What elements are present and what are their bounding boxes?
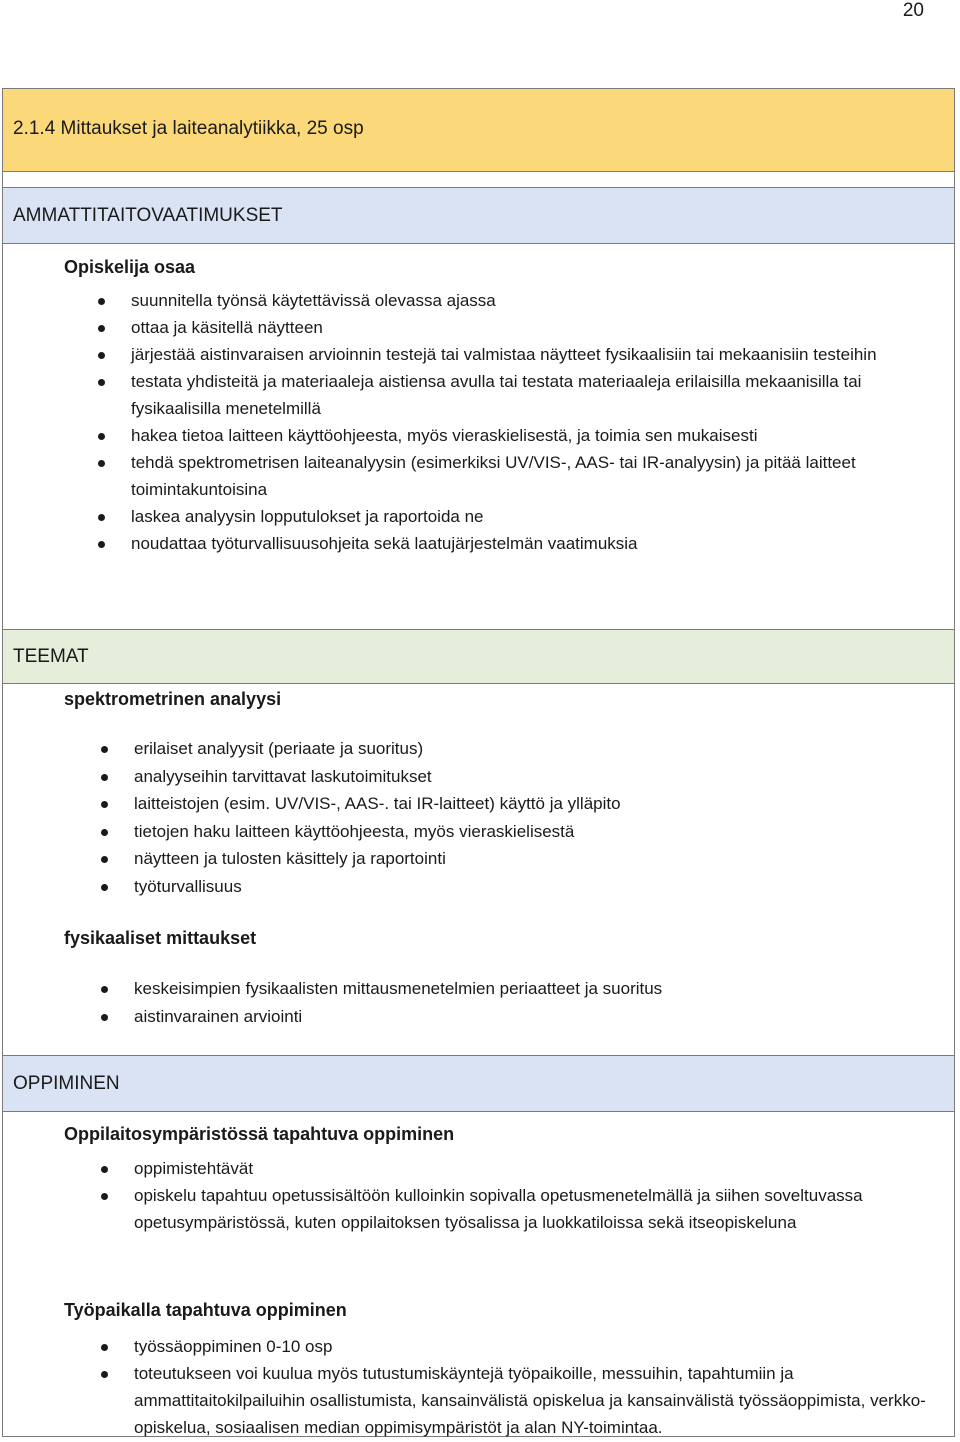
list-item: tietojen haku laitteen käyttöohjeesta, myös vieraskielisestä bbox=[134, 818, 934, 846]
teemat-header bbox=[2, 629, 955, 684]
list-item: järjestää aistinvaraisen arvioinnin testejä tai valmistaa näytteet fysikaalisiin tai mekaanisiin testeihin bbox=[131, 341, 931, 368]
list-item: aistinvarainen arviointi bbox=[134, 1003, 934, 1031]
list-item: keskeisimpien fysikaalisten mittausmenetelmien periaatteet ja suoritus bbox=[134, 975, 934, 1003]
list-item: testata yhdisteitä ja materiaaleja aistiensa avulla tai testata materiaaleja erilaisilla mekaanisilla tai fysikaalisilla menetelmillä bbox=[131, 368, 931, 422]
oppilaitos-list bbox=[134, 1155, 944, 1236]
opiskelija-osaa-heading: Opiskelija osaa bbox=[64, 257, 196, 277]
ammattitaito-list bbox=[131, 287, 931, 557]
teemat-heading: TEEMAT bbox=[13, 645, 89, 667]
list-item: oppimistehtävät bbox=[134, 1155, 944, 1182]
list-item: työturvallisuus bbox=[134, 873, 934, 901]
list-item: työssäoppiminen 0-10 osp bbox=[134, 1333, 944, 1360]
spektro-list bbox=[134, 735, 934, 900]
tyopaikka-heading: Työpaikalla tapahtuva oppiminen bbox=[64, 1300, 347, 1320]
fysikaaliset-heading: fysikaaliset mittaukset bbox=[64, 928, 257, 948]
list-item: analyyseihin tarvittavat laskutoimitukset bbox=[134, 763, 934, 791]
list-item: opiskelu tapahtuu opetussisältöön kulloinkin sopivalla opetusmenetelmällä ja siihen soveltuvassa opetusympäristössä, kuten oppilaitoksen työsalissa ja luokkatiloissa sekä itseopiskeluna bbox=[134, 1182, 944, 1236]
title-band bbox=[2, 88, 955, 172]
list-item: suunnitella työnsä käytettävissä olevassa ajassa bbox=[131, 287, 931, 314]
ammattitaito-header bbox=[2, 187, 955, 244]
spektro-heading: spektrometrinen analyysi bbox=[64, 689, 282, 709]
list-item: hakea tietoa laitteen käyttöohjeesta, myös vieraskielisestä, ja toimia sen mukaisesti bbox=[131, 422, 931, 449]
list-item: näytteen ja tulosten käsittely ja raportointi bbox=[134, 845, 934, 873]
section-title: 2.1.4 Mittaukset ja laiteanalytiikka, 25 osp bbox=[13, 118, 364, 139]
list-item: toteutukseen voi kuulua myös tutustumiskäyntejä työpaikoille, messuihin, tapahtumiin ja ammattitaitokilpailuihin osallistumista, kansainvälistä opiskelua ja kansainvälistä työssäoppimista, verkko-opiskelua, sosiaalisen median oppimisympäristöt ja alan NY-toimintaa. bbox=[134, 1360, 944, 1441]
list-item: laskea analyysin lopputulokset ja raportoida ne bbox=[131, 503, 931, 530]
page-number: 20 bbox=[902, 0, 924, 21]
fysikaaliset-list bbox=[134, 975, 934, 1030]
list-item: ottaa ja käsitellä näytteen bbox=[131, 314, 931, 341]
list-item: tehdä spektrometrisen laiteanalyysin (esimerkiksi UV/VIS-, AAS- tai IR-analyysin) ja pitää laitteet toimintakuntoisina bbox=[131, 449, 931, 503]
tyopaikka-list bbox=[134, 1333, 944, 1441]
oppiminen-header bbox=[2, 1055, 955, 1112]
list-item: noudattaa työturvallisuusohjeita sekä laatujärjestelmän vaatimuksia bbox=[131, 530, 931, 557]
oppiminen-heading: OPPIMINEN bbox=[13, 1072, 120, 1094]
list-item: erilaiset analyysit (periaate ja suoritus) bbox=[134, 735, 934, 763]
ammattitaito-heading: AMMATTITAITOVAATIMUKSET bbox=[13, 204, 283, 226]
oppilaitos-heading: Oppilaitosympäristössä tapahtuva oppiminen bbox=[64, 1124, 455, 1144]
list-item: laitteistojen (esim. UV/VIS-, AAS-. tai IR-laitteet) käyttö ja ylläpito bbox=[134, 790, 934, 818]
